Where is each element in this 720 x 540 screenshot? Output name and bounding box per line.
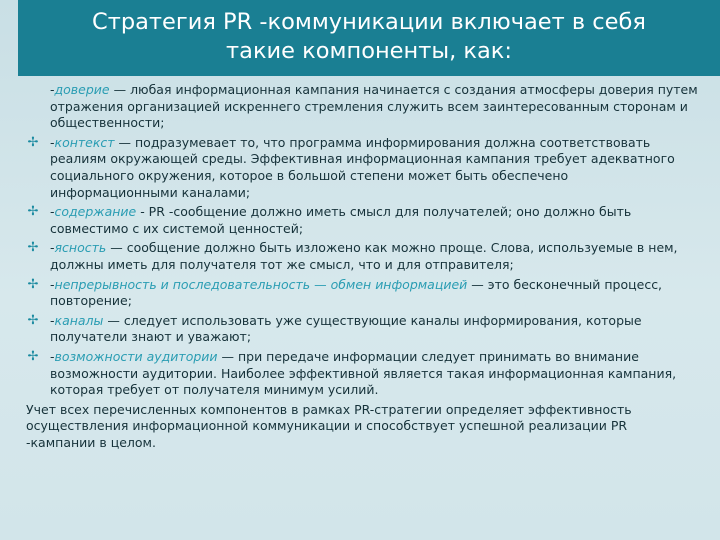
item-text: — при передаче информации следует принимать во внимание возможности аудитории. Наиболее эффективной является такая информационная кампания, которая требует от получателя минимум усилий.	[50, 348, 677, 398]
item-text: - PR -сообщение должно иметь смысл для получателей; оно должно быть совместимо с их системой ценностей;	[50, 204, 632, 236]
bullet-icon: ✢	[27, 276, 39, 292]
item-term: содержание	[54, 204, 137, 220]
list-item	[26, 349, 698, 399]
list-item	[26, 240, 698, 273]
item-term: каналы	[54, 312, 104, 328]
item-prefix: -	[50, 82, 55, 97]
list-item	[26, 204, 698, 237]
item-text: — следует использовать уже существующие каналы информирования, которые получатели знают и уважают;	[50, 312, 642, 345]
bullet-icon: ✢	[27, 134, 39, 150]
title-line-1: Стратегия PR -коммуникации включает в себя	[92, 9, 646, 35]
item-prefix: -	[50, 134, 55, 150]
item-text: — это бесконечный процесс, повторение;	[50, 276, 663, 309]
list-item	[26, 277, 698, 310]
item-prefix: -	[50, 204, 55, 220]
item-term: непрерывность и последовательность — обмен информацией	[54, 276, 468, 292]
item-prefix: -	[50, 276, 55, 292]
title-line-2: такие компоненты, как:	[226, 38, 512, 64]
slide-title	[18, 8, 720, 66]
bullet-icon: ✢	[27, 348, 39, 364]
item-text: — любая информационная кампания начинается с создания атмосферы доверия путем отражения организацией искреннего стремления служить всем заинтересованным сторонам и общественности;	[50, 82, 698, 131]
item-text: — подразумевает то, что программа информирования должна соответствовать реалиям окружающей среды. Эффективная информационная кампания требует адекватного социального окружения, которое в большой степени может быть обеспечено информационными каналами;	[50, 134, 675, 200]
closing-paragraph: Учет всех перечисленных компонентов в рамках PR-стратегии определяет эффективность осуществления информационной коммуникации и способствует успешной реализации PR -кампании в целом.	[26, 401, 632, 450]
bullet-icon: ✢	[27, 204, 39, 220]
bullet-icon: ✢	[27, 240, 39, 256]
item-prefix: -	[50, 312, 55, 328]
list-item	[26, 82, 698, 132]
list-item	[26, 313, 698, 346]
item-term: доверие	[54, 82, 110, 97]
item-term: возможности аудитории	[54, 348, 218, 364]
bullet-icon: ✢	[27, 312, 39, 328]
content	[26, 82, 698, 451]
item-term: ясность	[54, 240, 107, 256]
item-prefix: -	[50, 240, 55, 256]
item-term: контекст	[54, 134, 115, 150]
list-item	[26, 135, 698, 201]
item-prefix: -	[50, 348, 55, 364]
item-text: — сообщение должно быть изложено как можно проще. Слова, используемые в нем, должны иметь для получателя тот же смысл, что и для отправителя;	[50, 240, 678, 272]
